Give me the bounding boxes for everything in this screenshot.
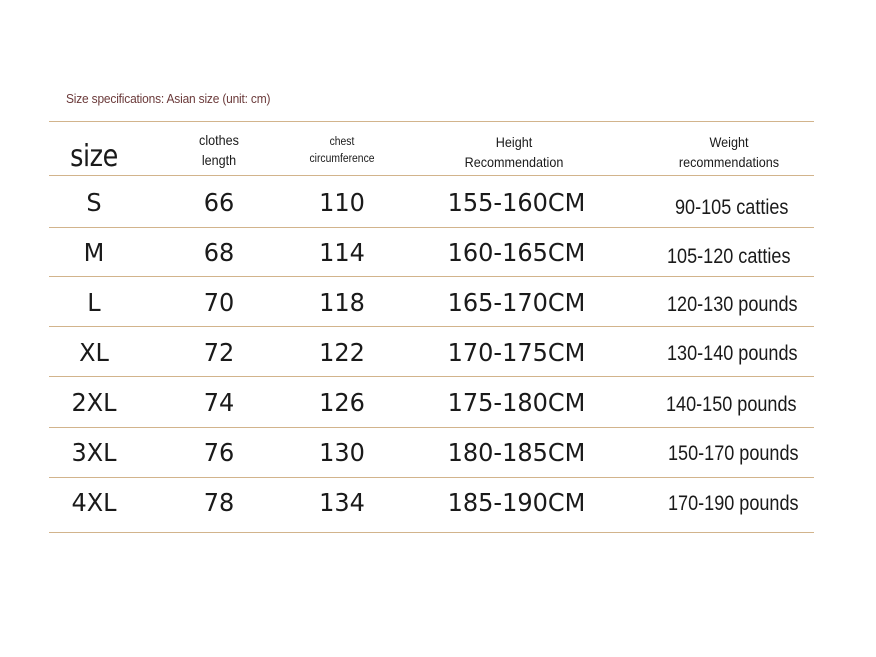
header-height-line1: Height	[495, 134, 533, 150]
row-height: 160-165CM	[447, 238, 586, 267]
row-rule	[49, 376, 814, 377]
row-size: M	[83, 238, 105, 267]
row-size: XL	[79, 338, 109, 367]
row-size: 4XL	[71, 488, 117, 517]
row-rule	[49, 227, 814, 228]
row-height: 175-180CM	[447, 388, 586, 417]
row-rule	[49, 276, 814, 277]
row-weight: 150-170 pounds	[668, 442, 799, 465]
row-size: 3XL	[71, 438, 117, 467]
header-height-line2: Recommendation	[464, 154, 564, 170]
header-weight-line2: recommendations	[678, 154, 780, 170]
row-length: 76	[203, 438, 235, 467]
row-length: 68	[203, 238, 235, 267]
row-weight: 90-105 catties	[675, 196, 789, 219]
row-weight: 140-150 pounds	[666, 393, 797, 416]
table-bottom-rule	[49, 532, 814, 533]
row-size: 2XL	[71, 388, 117, 417]
header-clothes-length-line1: clothes	[199, 132, 239, 148]
row-height: 165-170CM	[447, 288, 586, 317]
row-weight: 170-190 pounds	[668, 492, 799, 515]
row-length: 78	[203, 488, 235, 517]
row-chest: 126	[319, 388, 365, 417]
row-height: 185-190CM	[447, 488, 586, 517]
row-rule	[49, 477, 814, 478]
row-length: 74	[203, 388, 235, 417]
row-length: 70	[203, 288, 235, 317]
row-chest: 118	[319, 288, 365, 317]
header-height-recommendation	[456, 132, 573, 172]
table-caption: Size specifications: Asian size (unit: cm)	[66, 91, 271, 106]
header-clothes-length-line2: length	[201, 152, 237, 168]
row-weight: 120-130 pounds	[667, 293, 798, 316]
header-size: size	[70, 139, 118, 174]
row-rule	[49, 427, 814, 428]
header-weight-recommendations	[666, 132, 792, 172]
header-rule	[49, 175, 814, 176]
row-height: 180-185CM	[447, 438, 586, 467]
row-length: 66	[203, 188, 235, 217]
row-weight: 105-120 catties	[667, 245, 791, 268]
row-size: S	[86, 188, 102, 217]
header-chest-line1: chest	[329, 136, 355, 148]
header-chest-circumference	[297, 134, 387, 168]
row-size: L	[87, 288, 101, 317]
row-chest: 134	[319, 488, 365, 517]
row-chest: 114	[319, 238, 365, 267]
row-height: 155-160CM	[447, 188, 586, 217]
row-length: 72	[203, 338, 235, 367]
row-rule	[49, 326, 814, 327]
row-chest: 130	[319, 438, 365, 467]
row-weight: 130-140 pounds	[667, 342, 798, 365]
header-clothes-length	[174, 130, 264, 170]
table-top-rule	[49, 121, 814, 122]
row-chest: 110	[319, 188, 365, 217]
row-chest: 122	[319, 338, 365, 367]
row-height: 170-175CM	[447, 338, 586, 367]
header-chest-line2: circumference	[309, 153, 375, 165]
header-weight-line1: Weight	[709, 134, 749, 150]
